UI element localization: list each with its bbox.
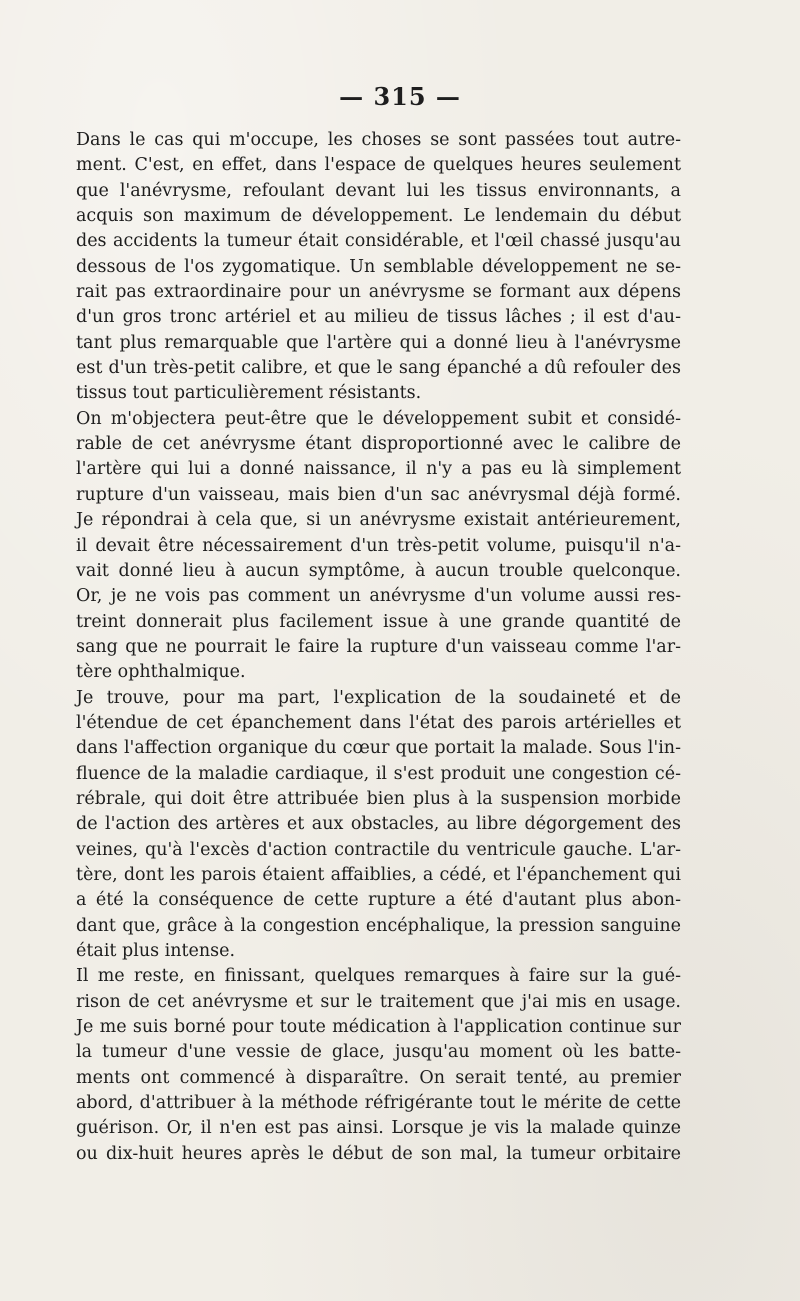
text-line: Or, je ne vois pas comment un anévrysme d'un volume aussi res- xyxy=(76,586,681,607)
body-text xyxy=(76,128,681,1167)
text-line: Dans le cas qui m'occupe, les choses se sont passées tout autre- xyxy=(76,130,681,150)
text-line: d'un gros tronc artériel et au milieu de tissus lâches ; il est d'au- xyxy=(76,307,681,328)
text-line: tant plus remarquable que l'artère qui a donné lieu à l'anévrysme xyxy=(76,332,681,353)
page-number: — 315 — xyxy=(339,82,461,111)
text-line: rébrale, qui doit être attribuée bien plus à la suspension morbide xyxy=(76,788,681,809)
text-line: que l'anévrysme, refoulant devant lui les tissus environnants, a xyxy=(76,180,681,201)
text-line: l'étendue de cet épanchement dans l'état des parois artérielles et xyxy=(76,712,681,733)
text-line: l'artère qui lui a donné naissance, il n'y a pas eu là simplement xyxy=(76,459,681,480)
text-line: ment. C'est, en effet, dans l'espace de quelques heures seulement xyxy=(76,155,681,176)
text-line: rait pas extraordinaire pour un anévrysme se formant aux dépens xyxy=(76,282,681,303)
text-line: Je me suis borné pour toute médication à l'application continue sur xyxy=(76,1017,681,1038)
text-line: veines, qu'à l'excès d'action contractile du ventricule gauche. L'ar- xyxy=(76,839,681,860)
text-line: rable de cet anévrysme étant disproportionné avec le calibre de xyxy=(76,434,681,455)
text-line: tère ophthalmique. xyxy=(76,662,246,683)
paragraph-4 xyxy=(76,964,681,1167)
paragraph-1 xyxy=(76,128,681,407)
text-line: rupture d'un vaisseau, mais bien d'un sac anévrysmal déjà formé. xyxy=(76,484,681,505)
text-line: guérison. Or, il n'en est pas ainsi. Lorsque je vis la malade quinze xyxy=(76,1118,681,1139)
paragraph-2 xyxy=(76,407,681,686)
text-line: Je répondrai à cela que, si un anévrysme existait antérieurement, xyxy=(76,510,681,531)
text-line: de l'action des artères et aux obstacles, au libre dégorgement des xyxy=(76,814,681,835)
text-line: est d'un très-petit calibre, et que le sang épanché a dû refouler des xyxy=(76,358,681,379)
text-line: tissus tout particulièrement résistants. xyxy=(76,383,422,404)
text-line: On m'objectera peut-être que le développement subit et considé- xyxy=(76,408,681,429)
text-line: ments ont commencé à disparaître. On serait tenté, au premier xyxy=(76,1067,681,1088)
text-line: Il me reste, en finissant, quelques remarques à faire sur la gué- xyxy=(76,966,681,987)
text-line: des accidents la tumeur était considérable, et l'œil chassé jusqu'au xyxy=(76,231,681,252)
text-line: dant que, grâce à la congestion encéphalique, la pression sanguine xyxy=(76,915,681,936)
text-line: la tumeur d'une vessie de glace, jusqu'au moment où les batte- xyxy=(76,1042,681,1063)
text-line: dans l'affection organique du cœur que portait la malade. Sous l'in- xyxy=(76,738,681,759)
paragraph-3 xyxy=(76,686,681,965)
text-line: sang que ne pourrait le faire la rupture d'un vaisseau comme l'ar- xyxy=(76,636,681,657)
text-line: a été la conséquence de cette rupture a été d'autant plus abon- xyxy=(76,890,681,911)
text-line: rison de cet anévrysme et sur le traitement que j'ai mis en usage. xyxy=(76,991,681,1012)
text-line: treint donnerait plus facilement issue à une grande quantité de xyxy=(76,611,681,632)
text-line: tère, dont les parois étaient affaiblies, a cédé, et l'épanchement qui xyxy=(76,864,681,885)
text-line: acquis son maximum de développement. Le lendemain du début xyxy=(76,206,681,227)
text-line: ou dix-huit heures après le début de son mal, la tumeur orbitaire xyxy=(76,1143,681,1164)
text-line: Je trouve, pour ma part, l'explication de la soudaineté et de xyxy=(76,687,681,708)
text-line: vait donné lieu à aucun symptôme, à aucun trouble quelconque. xyxy=(76,560,681,581)
text-line: dessous de l'os zygomatique. Un semblable développement ne se- xyxy=(76,256,681,277)
text-line: il devait être nécessairement d'un très-petit volume, puisqu'il n'a- xyxy=(76,535,681,556)
text-line: abord, d'attribuer à la méthode réfrigérante tout le mérite de cette xyxy=(76,1093,681,1114)
text-line: fluence de la maladie cardiaque, il s'est produit une congestion cé- xyxy=(76,763,681,784)
text-line: était plus intense. xyxy=(76,941,236,961)
